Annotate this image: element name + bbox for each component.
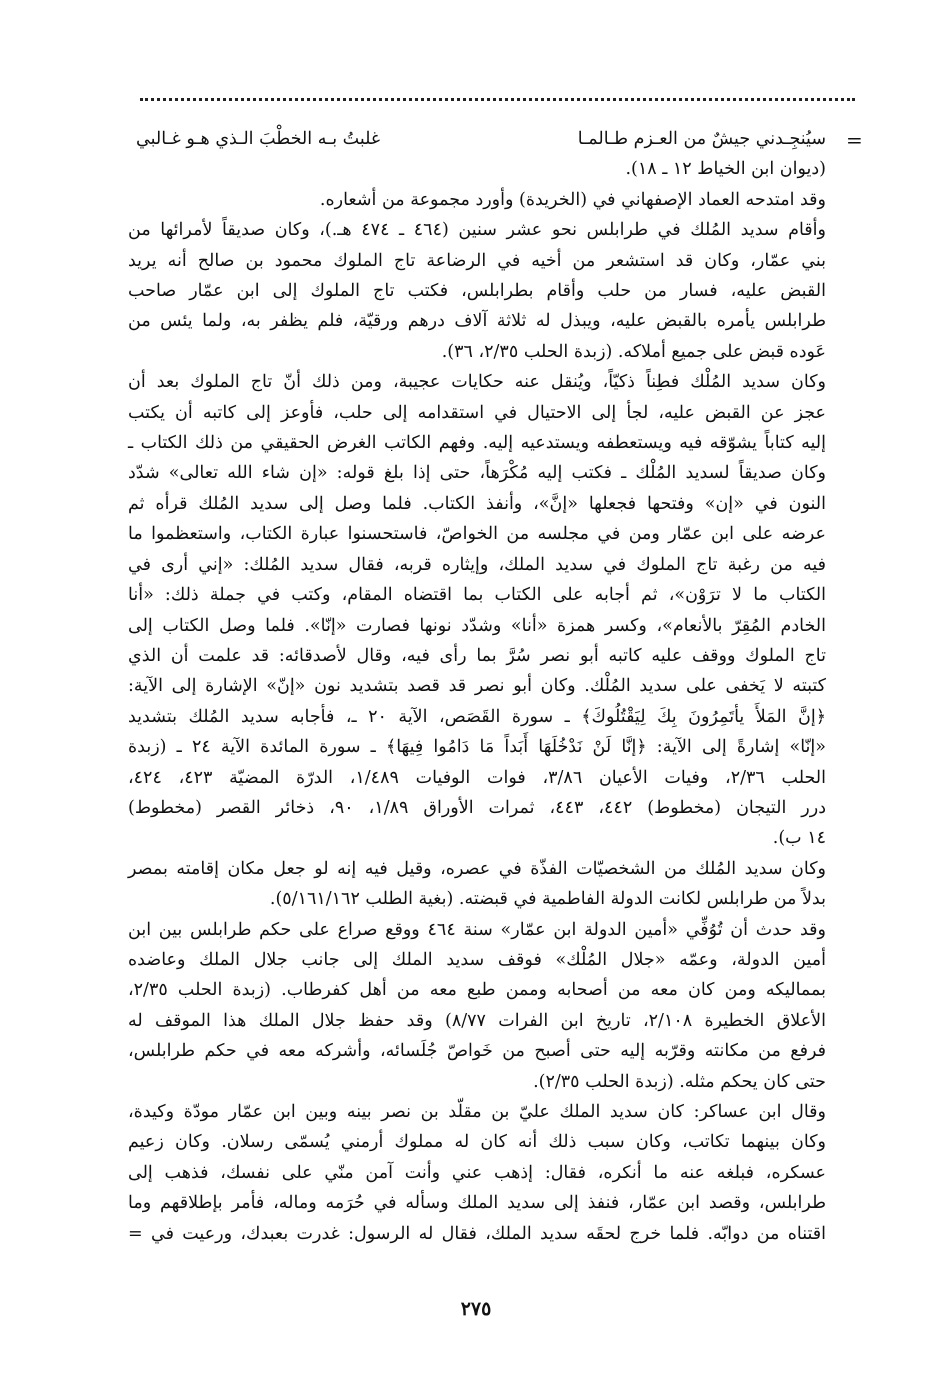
text-line: إليه كتاباً يشوّقه فيه ويستعطفه ويستدعيه إليه. وفهم الكاتب الغرض الحقيقي من ذلك الكتاب ـ	[128, 433, 826, 454]
text-line: فرفع من مكانته وقرّبه إليه حتى أصبح من خَواصّ جُلَسائه، وأشركه معه في حكم طرابلس،	[128, 1041, 826, 1062]
text-line: النون في «إن» وفتحها فجعلها «إنَّ»، وأنفذ الكتاب. فلما وصل إلى سديد المُلك قرأه ثم	[128, 493, 826, 514]
text-line: أمين الدولة، وعمّه «جلال المُلْك» فوقف سديد الملك إلى جانب جلال الملك وعاضده	[128, 949, 826, 970]
verse-left-hemistich: غلبتُ بـه الخطْبَ الـذي هـو غـالبي	[136, 129, 381, 149]
text-line: طرابلس يأمره بالقبض عليه، ويبذل له ثلاثة آلاف درهم ورقيّة، فلم يظفر به، ولما يئس من	[128, 311, 826, 332]
text-line: بني عمّار، وكان قد استشعر من أخيه في الرضاعة تاج الملوك محمود بن صالح أنه يريد	[128, 250, 826, 271]
text-line: عَوده قبض على جميع أملاكه. (زبدة الحلب ٢/٣٥، ٣٦).	[441, 341, 826, 362]
text-line: عجز عن القبض عليه، لجأ إلى الاحتيال في استقدامه إلى حلب، فأوعز إلى كاتبه أن يكتب	[128, 402, 826, 423]
text-line: اقتناه من دوابّه. فلما خرج لحقَه سديد الملك، فقال له الرسول: غدرت بعبدك، ورعيت في =	[128, 1223, 826, 1244]
page-number: ٢٧٥	[460, 1298, 492, 1320]
text-line: الأعلاق الخطيرة ٢/١٠٨، تاريخ ابن الفرات ٨/٧٧) وقد حفظ جلال الملك هذا الموقف له	[128, 1010, 826, 1031]
text-line: عسكره، فبلغه عنه ما أنكره، فقال: إذهب عني وأنت آمن منّي على نفسك، فذهب إلى	[128, 1162, 826, 1183]
text-line: حتى كان يحكم مثله. (زبدة الحلب ٢/٣٥).	[533, 1071, 826, 1092]
text-line: الخادم المُقِرّ بالأنعام»، وكسر همزة «أنا» وشدّد نونها فصارت «إنّا». فلما وصل الكتاب إلى	[128, 615, 826, 636]
text-line: «إنّا» إشارةً إلى الآية: ﴿إنَّا لَنْ نَدْخُلَهَا أَبَداً مَا دَامُوا فِيهَا﴾ ـ سورة المائدة الآية ٢٤ ـ (زبدة	[128, 737, 826, 758]
verse-right-hemistich: سيُنجِـدني جيشٌ من العـزم طـالمـا	[577, 129, 826, 149]
text-line: تاج الملوك ووقف عليه كاتبه أبو نصر سُرَّ بما رأى فيه، وقال لأصدقائه: قد علمت أن الذي	[128, 645, 826, 666]
text-line: وكان صديقاً لسديد المُلْك ـ فكتب إليه مُكْرَهاً، حتى إذا بلغ قوله: «إن شاء الله تعالى» شدّد	[128, 463, 826, 484]
text-line: الحلب ٢/٣٦، وفيات الأعيان ٣/٨٦، فوات الوفيات ١/٤٨٩، الدرّة المضيّة ٤٢٣، ٤٢٤،	[128, 767, 826, 788]
text-line: درر التيجان (مخطوط) ٤٤٢، ٤٤٣، ثمرات الأوراق ١/٨٩، ٩٠، ذخائر القصر (مخطوط)	[128, 797, 826, 818]
text-line: وكان سديد المُلْك فطِناً ذكيّاً، ويُنقل عنه حكايات عجيبة، ومن ذلك أنّ تاج الملوك بعد أن	[128, 372, 826, 393]
text-line: وقد امتدحه العماد الإصفهاني في (الخريدة) وأورد مجموعة من أشعاره.	[319, 189, 826, 210]
text-line: عرضه على ابن عمّار ومن في مجلسه من الخواصّ، فاستحسنوا عبارة الكتاب، واستعظموا ما	[128, 524, 826, 545]
dotted-rule	[140, 98, 855, 101]
text-line: وأقام سديد المُلك في طرابلس نحو عشر سنين (٤٦٤ ـ ٤٧٤ هـ.)، وكان صديقاً لأمرائها من	[128, 220, 826, 241]
text-line: وكان سديد المُلك من الشخصيّات الفذّة في عصره، وقيل فيه إنه لو جعل مكان إقامته بمصر	[128, 858, 826, 879]
text-line: ﴿إنَّ المَلأَ يأتَمِرُونَ بِكَ لِيَقْتُلُوكَ﴾ ـ سورة القَصَص، الآية ٢٠ ـ، فأجابه سديد المُلك بتشديد	[128, 706, 827, 727]
text-line: بمماليكه ومن كان معه من أصحابه وممن طبع معه من أهل كفرطاب. (زبدة الحلب ٢/٣٥،	[128, 980, 826, 1001]
text-line: وكان بينهما تكاتب، وكان سبب ذلك أنه كان له مملوك أرمني يُسمّى رسلان. وكان زعيم	[128, 1132, 826, 1153]
text-line: (ديوان ابن الخياط ١٢ ـ ١٨).	[625, 159, 826, 180]
text-line: كتبته لا يَخفى على سديد المُلْك. وكان أبو نصر قد قصد بتشديد نون «إنّ» الإشارة إلى الآية:	[128, 676, 826, 697]
text-line: بدلاً من طرابلس لكانت الدولة الفاطمية في قبضته. (بغية الطلب ٥/١٦١/١٦٢).	[269, 889, 826, 910]
text-line: القبض عليه، فسار من حلب وأقام بطرابلس، فكتب تاج الملوك إلى ابن عمّار صاحب	[128, 281, 826, 302]
text-line: وقد حدث أن تُوُفِّي «أمين الدولة ابن عمّار» سنة ٤٦٤ ووقع صراع على حكم طرابلس بين ابن	[128, 919, 826, 940]
continuation-mark: =	[846, 128, 863, 152]
poem-verse	[136, 124, 826, 154]
text-line: الكتاب ما لا ترَوْن»، ثم أجابه على الكتاب بما اقتضاه المقام، وكتب في جملة ذلك: «أنا	[128, 585, 827, 606]
text-line: فيه من رغبة تاج الملوك في سديد الملك، وإيثاره قربه، فقال سديد المُلك: «إني أرى في	[128, 554, 826, 575]
text-line: طرابلس، وقصد ابن عمّار، فنفذ إلى سديد الملك وسأله في حُرَمه وماله، فأمر بإطلاقهم وما	[128, 1193, 826, 1214]
text-line: ١٤ ب).	[772, 828, 826, 849]
text-line: وقال ابن عساكر: كان سديد الملك عليّ بن مقلّد بن نصر بينه وبين ابن عمّار مودّة وكيدة،	[128, 1102, 826, 1122]
body-text	[128, 124, 826, 1249]
